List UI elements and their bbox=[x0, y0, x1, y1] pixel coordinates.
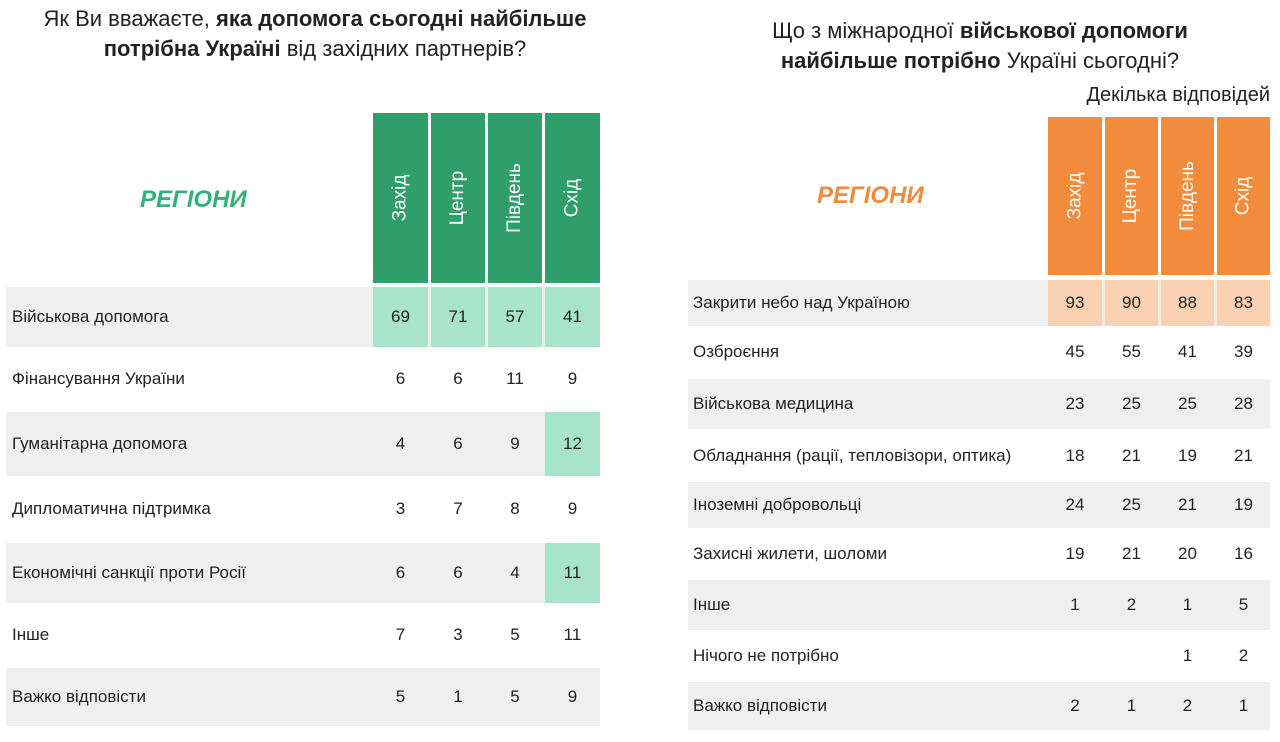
row-label: Військова допомога bbox=[12, 307, 169, 326]
cell-west: 19 bbox=[1065, 544, 1085, 563]
cell-center: 2 bbox=[1126, 595, 1137, 614]
cell-east: 5 bbox=[1238, 595, 1249, 614]
cell-south: 20 bbox=[1178, 544, 1197, 563]
column-header-center bbox=[1105, 117, 1158, 275]
right-table-subtitle: Декілька відповідей bbox=[1086, 84, 1270, 106]
column-header-label: Схід bbox=[561, 178, 583, 218]
cell-center: 21 bbox=[1122, 446, 1141, 465]
cell-center: 71 bbox=[431, 287, 485, 347]
column-header-center bbox=[431, 113, 485, 283]
cell-west: 18 bbox=[1065, 446, 1085, 465]
column-header-east bbox=[545, 113, 600, 283]
cell-west: 3 bbox=[395, 499, 406, 518]
cell-south: 5 bbox=[510, 687, 520, 706]
row-label: Захисні жилети, шоломи bbox=[693, 544, 887, 563]
cell-south: 8 bbox=[510, 499, 520, 518]
cell-center: 6 bbox=[453, 563, 463, 582]
column-header-east bbox=[1217, 117, 1270, 275]
cell-west: 24 bbox=[1065, 495, 1085, 514]
row-label: Обладнання (рації, тепловізори, оптика) bbox=[693, 446, 1012, 465]
regions-label: РЕГІОНИ bbox=[817, 182, 924, 209]
row-label: Важко відповісти bbox=[693, 696, 827, 715]
cell-center: 55 bbox=[1122, 342, 1141, 361]
cell-west: 45 bbox=[1065, 342, 1085, 361]
cell-south: 1 bbox=[1182, 595, 1193, 614]
cell-west: 6 bbox=[395, 369, 406, 388]
cell-south: 4 bbox=[510, 563, 520, 582]
column-header-south bbox=[488, 113, 542, 283]
title-bold-part: військової допомоги bbox=[959, 18, 1188, 43]
cell-east: 11 bbox=[563, 625, 582, 644]
cell-west: 93 bbox=[1048, 280, 1102, 326]
cell-east: 9 bbox=[567, 499, 578, 518]
cell-south: 25 bbox=[1178, 394, 1197, 413]
right-table-panel bbox=[660, 0, 1280, 742]
cell-east: 28 bbox=[1234, 394, 1253, 413]
cell-west: 1 bbox=[1070, 595, 1080, 614]
cell-center: 25 bbox=[1122, 495, 1141, 514]
cell-west: 5 bbox=[395, 687, 406, 706]
cell-center: 6 bbox=[453, 434, 463, 453]
row-label: Гуманітарна допомога bbox=[12, 434, 188, 453]
cell-west: 4 bbox=[395, 434, 406, 453]
left-table-panel bbox=[0, 0, 620, 742]
column-header-label: Схід bbox=[1232, 176, 1254, 216]
cell-east: 2 bbox=[1238, 646, 1249, 665]
row-label: Фінансування України bbox=[12, 369, 185, 388]
cell-west: 69 bbox=[373, 287, 428, 347]
cell-east: 9 bbox=[567, 369, 578, 388]
cell-east: 11 bbox=[545, 543, 600, 603]
column-header-label: Захід bbox=[389, 174, 411, 222]
left-table-title bbox=[40, 4, 590, 64]
cell-center: 7 bbox=[453, 499, 463, 518]
cell-east: 19 bbox=[1234, 495, 1253, 514]
cell-center: 1 bbox=[453, 687, 463, 706]
column-header-label: Центр bbox=[1120, 168, 1142, 224]
title-part: Як Ви вважаєте, bbox=[43, 6, 217, 31]
column-header-label: Південь bbox=[504, 163, 525, 233]
cell-south: 9 bbox=[510, 434, 520, 453]
cell-center: 6 bbox=[453, 369, 463, 388]
title-part: Україні сьогодні? bbox=[1000, 48, 1180, 73]
cell-south: 11 bbox=[506, 369, 524, 388]
cell-east: 41 bbox=[545, 287, 600, 347]
cell-center bbox=[1105, 632, 1158, 680]
cell-center: 3 bbox=[453, 625, 463, 644]
title-part: від західних партнерів? bbox=[280, 36, 527, 61]
cell-east: 39 bbox=[1234, 342, 1253, 361]
cell-west: 6 bbox=[395, 563, 406, 582]
row-label: Військова медицина bbox=[693, 394, 854, 413]
cell-center: 90 bbox=[1105, 280, 1158, 326]
title-bold-part: яка допомога сьогодні найбільше потрібна Україні bbox=[103, 6, 587, 61]
cell-center: 21 bbox=[1122, 544, 1141, 563]
cell-south: 57 bbox=[488, 287, 542, 347]
column-header-label: Захід bbox=[1063, 172, 1085, 220]
row-label: Інше bbox=[693, 595, 731, 614]
row-label: Закрити небо над Україною bbox=[693, 293, 910, 312]
cell-east: 9 bbox=[567, 687, 578, 706]
column-header-south bbox=[1161, 117, 1214, 275]
cell-center: 25 bbox=[1122, 394, 1141, 413]
title-bold-part: найбільше потрібно bbox=[780, 48, 1001, 73]
row-label: Озброєння bbox=[693, 342, 780, 361]
cell-east: 83 bbox=[1217, 280, 1270, 326]
cell-center: 1 bbox=[1126, 696, 1137, 715]
cell-east: 21 bbox=[1234, 446, 1253, 465]
column-header-label: Південь bbox=[1176, 161, 1198, 231]
cell-south: 19 bbox=[1178, 446, 1197, 465]
row-label: Іноземні добровольці bbox=[693, 495, 862, 514]
title-part: Що з міжнародної bbox=[772, 18, 960, 43]
row-label: Нічого не потрібно bbox=[693, 646, 839, 665]
cell-south: 88 bbox=[1161, 280, 1214, 326]
cell-south: 2 bbox=[1182, 696, 1193, 715]
row-label: Інше bbox=[12, 625, 50, 644]
regions-label: РЕГІОНИ bbox=[140, 186, 247, 213]
cell-west: 7 bbox=[395, 625, 406, 644]
cell-east: 12 bbox=[545, 412, 600, 476]
cell-east: 1 bbox=[1238, 696, 1249, 715]
cell-west: 2 bbox=[1070, 696, 1080, 715]
row-label: Дипломатична підтримка bbox=[12, 499, 211, 518]
cell-south: 21 bbox=[1178, 495, 1197, 514]
row-label: Економічні санкції проти Росії bbox=[12, 563, 247, 582]
column-header-west bbox=[1048, 117, 1102, 275]
row-label: Важко відповісти bbox=[12, 687, 146, 706]
cell-south: 41 bbox=[1178, 342, 1197, 361]
cell-west bbox=[1048, 632, 1102, 680]
cell-west: 23 bbox=[1065, 394, 1085, 413]
column-header-west bbox=[373, 113, 428, 283]
cell-south: 1 bbox=[1182, 646, 1193, 665]
column-header-label: Центр bbox=[447, 170, 469, 226]
cell-east: 16 bbox=[1234, 544, 1253, 563]
right-table-title bbox=[720, 16, 1240, 76]
cell-south: 5 bbox=[510, 625, 520, 644]
